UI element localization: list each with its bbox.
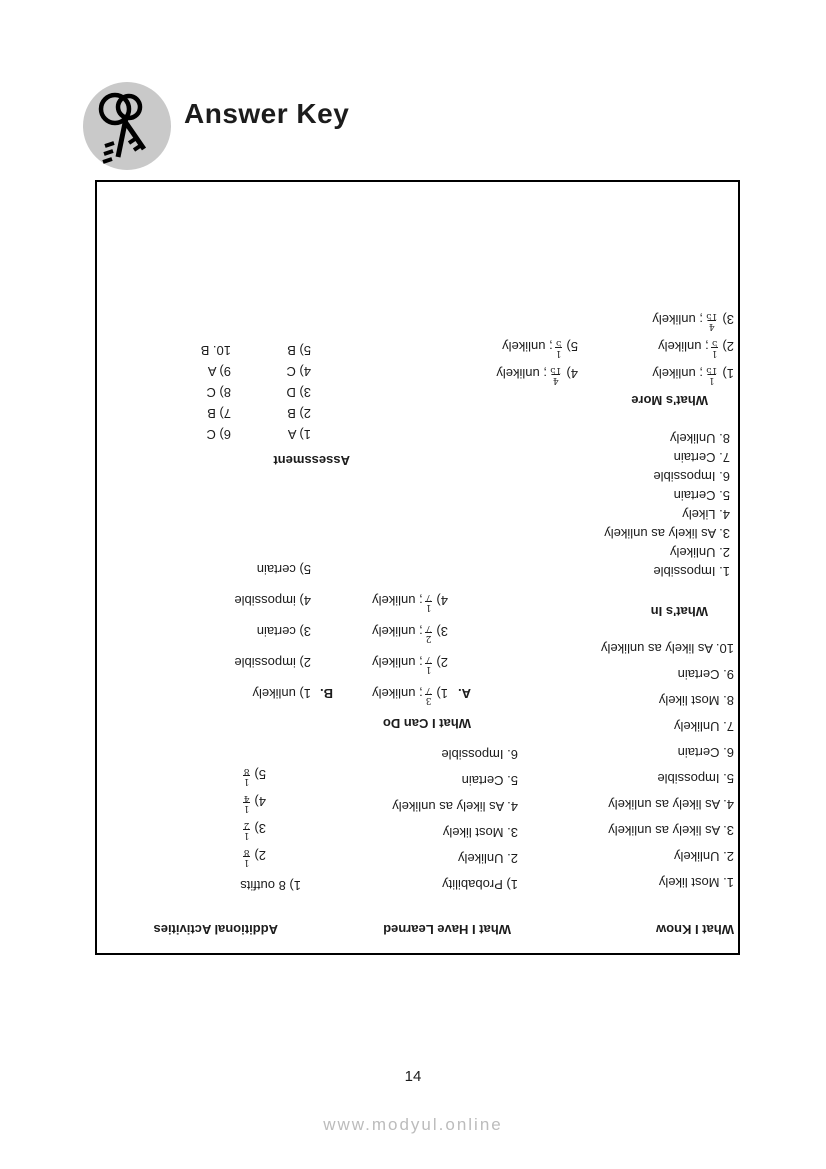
item-answer-text: ; unlikely (496, 366, 547, 381)
item-number: 4) (566, 366, 578, 381)
list-item: 1) Probability (442, 877, 518, 893)
fraction-numerator: 1 (711, 348, 718, 358)
item-number: 2) (254, 848, 266, 863)
whats-in-list (604, 429, 730, 581)
list-item: 3. Most likely (442, 825, 518, 841)
list-item: 4) impossible (234, 593, 311, 608)
list-item: 9) A (207, 364, 231, 379)
key-icon-drawing (83, 82, 171, 170)
item-answer-text: ; unlikely (372, 624, 423, 639)
fraction-denominator: 7 (425, 592, 432, 602)
fraction-numerator: 2 (425, 633, 432, 643)
list-item: 4) C (286, 364, 311, 379)
fraction-numerator: 1 (425, 602, 432, 612)
item-answer-text: ; unlikely (502, 339, 553, 354)
answer-key-box (95, 180, 740, 955)
key-icon (83, 82, 171, 170)
item-number: 2) (722, 339, 734, 354)
fraction-numerator: 4 (708, 321, 715, 331)
list-item: 6. Certain (677, 745, 734, 761)
list-item: 4. As likely as unlikely (608, 797, 734, 813)
watermark: www.modyul.online (323, 1115, 503, 1134)
section-header-whats-in: What's In (650, 604, 708, 619)
list-item (242, 788, 266, 815)
item-number: 4) (254, 794, 266, 809)
list-item: 8. Most likely (658, 693, 734, 709)
list-item: 2) B (287, 406, 311, 421)
section-header-whats-more: What's More (631, 393, 708, 408)
list-item: 6. Impossible (441, 747, 518, 763)
item-answer-text: ; unlikely (372, 686, 423, 701)
what-i-can-do-a-label: A. (458, 686, 471, 701)
what-i-know-list (601, 636, 734, 896)
item-number: 3) (254, 821, 266, 836)
section-header-additional-activities: Additional Activities (153, 922, 278, 937)
item-number: 4) (436, 593, 448, 608)
fraction-denominator: 7 (425, 654, 432, 664)
list-item: 10. B (200, 343, 231, 358)
list-item (496, 360, 578, 387)
fraction-denominator: 15 (549, 365, 562, 375)
list-item: 6) C (206, 427, 231, 442)
item-number: 3) (436, 624, 448, 639)
list-item: 5. Certain (673, 488, 730, 503)
item-number: 2) (436, 655, 448, 670)
list-item: 1) A (287, 427, 311, 442)
additional-activities-list (242, 761, 266, 869)
list-item: 2. Unlikely (670, 545, 730, 560)
fraction-numerator: 1 (243, 857, 250, 867)
list-item: 5) certain (256, 562, 311, 577)
list-item: 8. Unlikely (670, 431, 730, 446)
additional-activities-first-item: 1) 8 outfits (240, 878, 301, 893)
list-item (242, 842, 266, 869)
assessment-list-col1 (286, 340, 311, 445)
fraction (243, 766, 251, 785)
fraction (549, 365, 562, 384)
fraction-numerator: 4 (552, 375, 559, 385)
fraction-denominator: 5 (711, 338, 718, 348)
fraction-denominator: 7 (425, 685, 432, 695)
fraction-denominator: 15 (705, 365, 718, 375)
fraction-numerator: 1 (243, 776, 250, 786)
list-item: 7) B (207, 406, 231, 421)
item-number: 3) (722, 312, 734, 327)
fraction-numerator: 1 (555, 348, 562, 358)
answer-key-rotated-content (97, 182, 738, 953)
list-item: 1) unlikely (252, 686, 311, 701)
list-item (496, 333, 578, 360)
list-item: 4. As likely as unlikely (392, 799, 518, 815)
fraction (555, 338, 563, 357)
section-header-what-i-can-do: What I Can Do (382, 716, 471, 731)
fraction (425, 654, 433, 673)
list-item: 2. Unlikely (458, 851, 518, 867)
list-item: 10. As likely as unlikely (601, 641, 734, 657)
fraction (243, 820, 251, 839)
list-item: 9. Certain (677, 667, 734, 683)
assessment-list-col2 (201, 340, 231, 445)
fraction (425, 685, 433, 704)
fraction-denominator: 4 (243, 793, 250, 803)
list-item: 3. As likely as unlikely (608, 823, 734, 839)
fraction (425, 592, 433, 611)
list-item (242, 761, 266, 788)
whats-more-list-col1 (652, 306, 734, 387)
what-i-have-learned-list (392, 742, 518, 898)
list-item: 1. Impossible (653, 564, 730, 579)
list-item: 4. Likely (682, 507, 730, 522)
item-answer-text: ; unlikely (652, 312, 703, 327)
item-answer-text: ; unlikely (372, 593, 423, 608)
list-item: 1. Most likely (658, 875, 734, 891)
fraction (243, 847, 251, 866)
list-item (372, 585, 448, 616)
fraction (711, 338, 719, 357)
list-item (652, 333, 734, 360)
list-item: 5) B (287, 343, 311, 358)
list-item: 3) certain (256, 624, 311, 639)
fraction-denominator: 2 (243, 820, 250, 830)
fraction (705, 365, 718, 384)
section-header-what-i-know: What I Know (656, 922, 734, 937)
item-number: 5) (254, 767, 266, 782)
list-item: 2) impossible (234, 655, 311, 670)
section-header-assessment: Assessment (273, 453, 350, 468)
fraction (243, 793, 251, 812)
what-i-can-do-b-list (234, 554, 311, 709)
fraction-denominator: 8 (243, 766, 250, 776)
item-number: 1) (722, 366, 734, 381)
list-item: 7. Certain (673, 450, 730, 465)
fraction (425, 623, 433, 642)
item-number: 1) (436, 686, 448, 701)
list-item: 2. Unlikely (674, 849, 734, 865)
what-i-can-do-b-label: B. (320, 686, 333, 701)
list-item (372, 647, 448, 678)
item-answer-text: ; unlikely (658, 339, 709, 354)
list-item (652, 306, 734, 333)
list-item: 5. Certain (461, 773, 518, 789)
whats-more-list-col2 (496, 333, 578, 387)
list-item: 6. Impossible (653, 469, 730, 484)
fraction-denominator: 8 (243, 847, 250, 857)
list-item: 7. Unlikely (674, 719, 734, 735)
list-item: 5. Impossible (657, 771, 734, 787)
fraction-numerator: 1 (425, 664, 432, 674)
fraction-denominator: 7 (425, 623, 432, 633)
list-item (242, 815, 266, 842)
list-item: 3. As likely as unlikely (604, 526, 730, 541)
list-item (372, 616, 448, 647)
fraction-denominator: 15 (705, 311, 718, 321)
list-item (652, 360, 734, 387)
what-i-can-do-a-list (372, 585, 448, 709)
fraction-numerator: 1 (708, 375, 715, 385)
item-answer-text: ; unlikely (372, 655, 423, 670)
list-item (372, 678, 448, 709)
section-header-what-i-have-learned: What I Have Learned (383, 922, 511, 937)
fraction-denominator: 5 (555, 338, 562, 348)
page-number: 14 (404, 1068, 422, 1085)
fraction-numerator: 1 (243, 830, 250, 840)
list-item: 3) D (286, 385, 311, 400)
page-title: Answer Key (184, 98, 350, 129)
item-number: 5) (566, 339, 578, 354)
fraction-numerator: 3 (425, 695, 432, 705)
item-answer-text: ; unlikely (652, 366, 703, 381)
list-item: 8) C (206, 385, 231, 400)
fraction-numerator: 1 (243, 803, 250, 813)
fraction (705, 311, 718, 330)
